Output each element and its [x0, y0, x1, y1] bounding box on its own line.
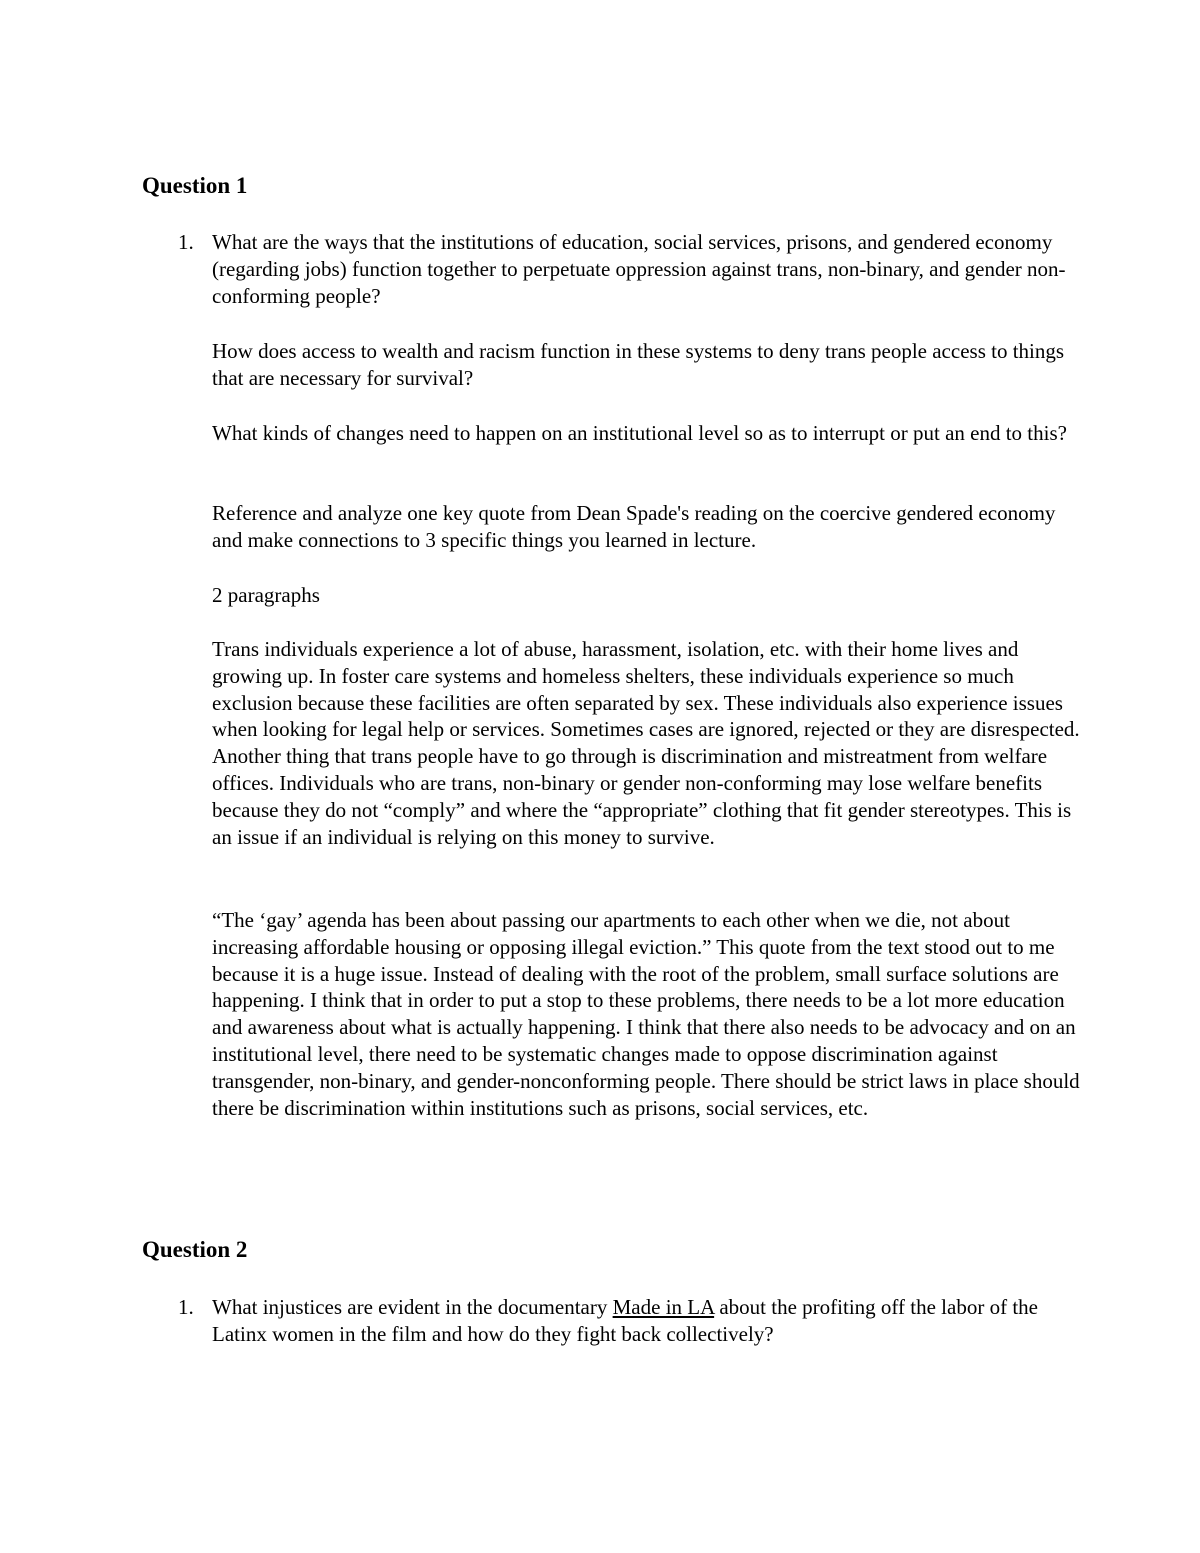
question-1-answer-paragraph-2: “The ‘gay’ agenda has been about passing our apartments to each other when we die, not about increasing affordable housing or opposing illegal eviction.” This quote from the text stood out to me because it is a huge issue. Instead of dealing with the root of the problem, small surface solutions are happening. I think that in order to put a stop to these problems, there needs to be a lot more education and awareness about what is actually happening. I think that there also needs to be advocacy and on an institutional level, there need to be systematic changes made to oppose discrimination against transgender, non-binary, and gender-nonconforming people. There should be strict laws in place should there be discrimination within institutions such as prisons, social services, etc.: [212, 908, 1080, 1120]
question-1-prompt-institutional-change: What kinds of changes need to happen on an institutional level so as to interrupt or put an end to this?: [212, 421, 1067, 445]
question-2-prompt-start: What injustices are evident in the documentary: [212, 1295, 613, 1319]
question-1-prompt-reference-quote: Reference and analyze one key quote from Dean Spade's reading on the coercive gendered economy and make connections to 3 specific things you learned in lecture.: [212, 501, 1056, 552]
question-1-length-note: 2 paragraphs: [212, 583, 320, 607]
question-1-prompt-wealth-racism: How does access to wealth and racism function in these systems to deny trans people access to things that are necessary for survival?: [212, 339, 1065, 390]
question-1-prompt: What are the ways that the institutions of education, social services, prisons, and gendered economy (regarding jobs) function together to perpetuate oppression against trans, non-binary, and gender non-conforming people?: [212, 230, 1066, 308]
question-2-prompt: [212, 1294, 1082, 1348]
question-1-answer-paragraph-1: Trans individuals experience a lot of abuse, harassment, isolation, etc. with their home lives and growing up. In foster care systems and homeless shelters, these individuals experience so much exclusion because these facilities are often separated by sex. These individuals also experience issues when looking for legal help or services. Sometimes cases are ignored, rejected or they are disrespected. Another thing that trans people have to go through is discrimination and mistreatment from welfare offices. Individuals who are trans, non-binary or gender non-conforming may lose welfare benefits because they do not “comply” and where the “appropriate” clothing that fit gender stereotypes. This is an issue if an individual is relying on this money to survive.: [212, 637, 1080, 849]
question-2-heading: Question 2: [142, 1237, 248, 1262]
question-1-heading: Question 1: [142, 173, 248, 198]
film-title: Made in LA: [612, 1295, 715, 1319]
question-2-list-number: 1.: [178, 1295, 194, 1319]
question-2-prompt-end: about the profiting off the labor of the Latinx women in the film and how do they fight back collectively?: [212, 1295, 1038, 1346]
question-1-list-number: 1.: [178, 230, 194, 254]
